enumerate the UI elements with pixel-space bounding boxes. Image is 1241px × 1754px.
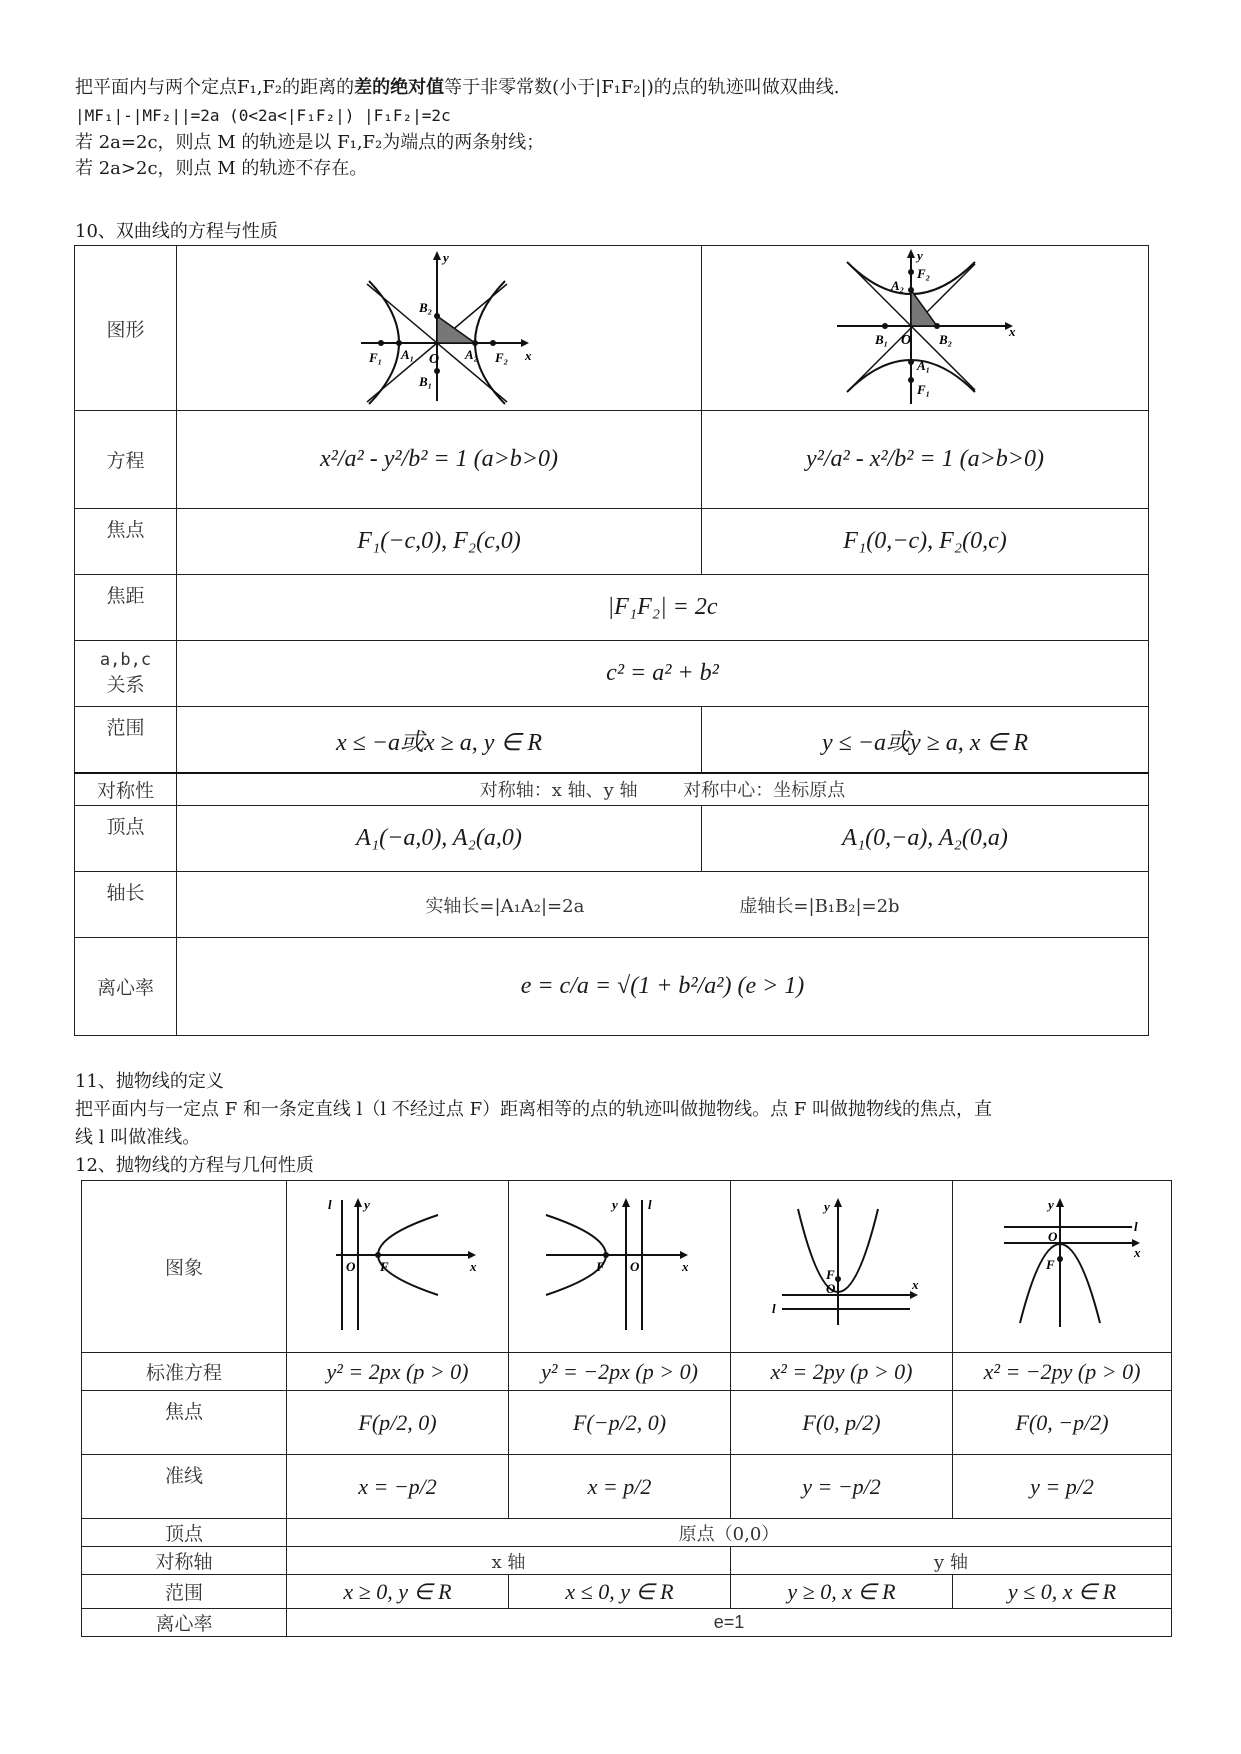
label-F: F — [1046, 1256, 1055, 1272]
label-focal-distance: 焦距 — [75, 575, 177, 641]
row-parabola-vertex — [82, 1519, 1172, 1547]
row-standard-equation — [82, 1353, 1172, 1391]
label-O: O — [345, 1258, 355, 1274]
label-abc-line1: a,b,c — [99, 650, 152, 670]
label-A2: A₂ — [891, 278, 905, 293]
parabola-right-figure — [287, 1181, 509, 1353]
p-range-1: x ≥ 0, y ∈ R — [287, 1575, 509, 1609]
label-directrix: 准线 — [82, 1455, 287, 1519]
row-parabola-ecc — [82, 1609, 1172, 1637]
intro-line-1-post: 等于非零常数(小于|F₁F₂|)的点的轨迹叫做双曲线. — [444, 77, 840, 98]
row-figure — [75, 246, 1149, 411]
label-symmetry-axis: 对称轴 — [82, 1547, 287, 1575]
label-symmetry: 对称性 — [75, 773, 177, 806]
label-y: y — [611, 1196, 618, 1212]
intro-line-1 — [75, 76, 839, 100]
hyperbola-x-figure — [177, 246, 702, 411]
label-graph: 图象 — [82, 1181, 287, 1353]
row-eccentricity — [75, 938, 1149, 1036]
p-focus-1: F(p/2, 0) — [287, 1391, 509, 1455]
parabola-down-diagram — [982, 1195, 1142, 1335]
label-O: O — [429, 352, 440, 367]
label-F2: F₂ — [917, 266, 931, 281]
label-x: x — [1009, 324, 1016, 339]
label-y: y — [443, 250, 449, 265]
p-range-4: y ≤ 0, x ∈ R — [953, 1575, 1172, 1609]
std-eq-4: x² = −2py (p > 0) — [953, 1353, 1172, 1391]
directrix-1: x = −p/2 — [287, 1455, 509, 1519]
parabola-table — [81, 1180, 1172, 1637]
label-A2: A₂ — [465, 347, 479, 362]
axis-length-value — [177, 872, 1149, 938]
section-11-title: 11、抛物线的定义 — [75, 1071, 224, 1092]
label-eccentricity: 离心率 — [75, 938, 177, 1036]
label-equation: 方程 — [75, 411, 177, 509]
intro-line-4: 若 2a>2c，则点 M 的轨迹不存在。 — [75, 158, 368, 179]
label-F2: F₂ — [495, 350, 509, 365]
row-range — [75, 707, 1149, 773]
range-right: y ≤ −a或y ≥ a, x ∈ R — [702, 707, 1149, 773]
row-graph — [82, 1181, 1172, 1353]
label-x: x — [469, 1258, 476, 1274]
focus-left: F₁(−c,0), F₂(c,0) — [177, 509, 702, 575]
label-y: y — [1048, 1196, 1054, 1212]
label-parabola-range: 范围 — [82, 1575, 287, 1609]
parabola-vertex-value: 原点（0,0） — [287, 1519, 1172, 1547]
label-focus: 焦点 — [75, 509, 177, 575]
vertex-right: A₁(0,−a), A₂(0,a) — [702, 806, 1149, 872]
row-equation — [75, 411, 1149, 509]
row-focus — [75, 509, 1149, 575]
section-12-title: 12、抛物线的方程与几何性质 — [75, 1155, 314, 1176]
label-B2: B₂ — [419, 300, 433, 315]
equation-left: x²/a² - y²/b² = 1 (a>b>0) — [177, 411, 702, 509]
label-y: y — [917, 248, 923, 263]
label-A1: A₁ — [401, 347, 415, 362]
directrix-3: y = −p/2 — [731, 1455, 953, 1519]
real-axis-length: 实轴长=|A₁A₂|=2a — [425, 895, 585, 917]
hyperbola-y-figure — [702, 246, 1149, 411]
parabola-left-diagram — [540, 1195, 700, 1335]
hyperbola-table — [74, 245, 1149, 1036]
vertex-left: A₁(−a,0), A₂(a,0) — [177, 806, 702, 872]
range-left: x ≤ −a或x ≥ a, y ∈ R — [177, 707, 702, 773]
label-l: l — [771, 1300, 776, 1316]
std-eq-1: y² = 2px (p > 0) — [287, 1353, 509, 1391]
row-parabola-focus — [82, 1391, 1172, 1455]
row-vertex — [75, 806, 1149, 872]
row-focal-distance — [75, 575, 1149, 641]
label-l: l — [1134, 1218, 1138, 1234]
label-l: l — [647, 1196, 652, 1212]
label-O: O — [629, 1258, 639, 1274]
equation-right: y²/a² - x²/b² = 1 (a>b>0) — [702, 411, 1149, 509]
intro-line-1-bold: 差的绝对值 — [354, 77, 445, 98]
p-focus-3: F(0, p/2) — [731, 1391, 953, 1455]
label-O: O — [825, 1280, 835, 1296]
symmetry-axis-y: y 轴 — [731, 1547, 1172, 1575]
label-axis-length: 轴长 — [75, 872, 177, 938]
parabola-left-figure — [509, 1181, 731, 1353]
eccentricity-value: e = c/a = √(1 + b²/a²) (e > 1) — [177, 938, 1149, 1036]
label-A1: A₁ — [917, 358, 931, 373]
parabola-right-diagram — [318, 1195, 478, 1335]
p-focus-4: F(0, −p/2) — [953, 1391, 1172, 1455]
label-O: O — [901, 333, 912, 348]
label-B1: B₁ — [419, 374, 433, 389]
p-focus-2: F(−p/2, 0) — [509, 1391, 731, 1455]
intro-line-1-pre: 把平面内与两个定点F₁,F₂的距离的 — [75, 77, 355, 98]
hyperbola-y-diagram — [825, 246, 1025, 406]
label-abc — [75, 641, 177, 707]
label-y: y — [823, 1198, 830, 1214]
row-parabola-range — [82, 1575, 1172, 1609]
hyperbola-x-diagram — [339, 246, 539, 406]
p-range-2: x ≤ 0, y ∈ R — [509, 1575, 731, 1609]
label-y: y — [363, 1196, 370, 1212]
focus-right: F₁(0,−c), F₂(0,c) — [702, 509, 1149, 575]
section-10-title: 10、双曲线的方程与性质 — [75, 221, 278, 242]
label-F: F — [825, 1266, 835, 1282]
parabola-down-figure — [953, 1181, 1172, 1353]
row-symmetry-axis — [82, 1547, 1172, 1575]
label-figure: 图形 — [75, 246, 177, 411]
label-F: F — [595, 1258, 605, 1274]
symmetry-axis-x: x 轴 — [287, 1547, 731, 1575]
row-abc — [75, 641, 1149, 707]
label-x: x — [525, 348, 532, 363]
label-F1: F₁ — [917, 382, 931, 397]
row-symmetry — [75, 773, 1149, 806]
row-axis-length — [75, 872, 1149, 938]
p-range-3: y ≥ 0, x ∈ R — [731, 1575, 953, 1609]
section-11-text-1: 把平面内与一定点 F 和一条定直线 l（l 不经过点 F）距离相等的点的轨迹叫做抛物线。点 F 叫做抛物线的焦点，直 — [75, 1099, 993, 1120]
symmetry-value: 对称轴：x 轴、y 轴 对称中心：坐标原点 — [177, 773, 1149, 806]
parabola-ecc-value: e=1 — [287, 1609, 1172, 1637]
label-range: 范围 — [75, 707, 177, 773]
label-B2: B₂ — [939, 332, 953, 347]
label-l: l — [327, 1196, 332, 1212]
label-F1: F₁ — [369, 350, 383, 365]
label-standard-equation: 标准方程 — [82, 1353, 287, 1391]
label-x: x — [681, 1258, 688, 1274]
label-parabola-focus: 焦点 — [82, 1391, 287, 1455]
directrix-2: x = p/2 — [509, 1455, 731, 1519]
label-x: x — [911, 1276, 918, 1292]
label-x: x — [1134, 1244, 1141, 1260]
label-O: O — [1048, 1228, 1058, 1244]
label-parabola-ecc: 离心率 — [82, 1609, 287, 1637]
std-eq-2: y² = −2px (p > 0) — [509, 1353, 731, 1391]
std-eq-3: x² = 2py (p > 0) — [731, 1353, 953, 1391]
label-B1: B₁ — [875, 332, 889, 347]
intro-line-2: |MF₁|-|MF₂||=2a (0<2a<|F₁F₂|) |F₁F₂|=2c — [75, 106, 451, 125]
label-parabola-vertex: 顶点 — [82, 1519, 287, 1547]
directrix-4: y = p/2 — [953, 1455, 1172, 1519]
intro-line-3: 若 2a=2c，则点 M 的轨迹是以 F₁,F₂为端点的两条射线； — [75, 132, 545, 153]
row-directrix — [82, 1455, 1172, 1519]
imaginary-axis-length: 虚轴长=|B₁B₂|=2b — [739, 895, 900, 917]
parabola-up-figure — [731, 1181, 953, 1353]
section-11-text-2: 线 l 叫做准线。 — [75, 1127, 201, 1148]
parabola-up-diagram — [762, 1195, 922, 1335]
label-F: F — [379, 1258, 389, 1274]
label-abc-line2: 关系 — [106, 674, 145, 696]
focal-distance-value: |F₁F₂| = 2c — [177, 575, 1149, 641]
abc-relation-value: c² = a² + b² — [177, 641, 1149, 707]
label-vertex: 顶点 — [75, 806, 177, 872]
